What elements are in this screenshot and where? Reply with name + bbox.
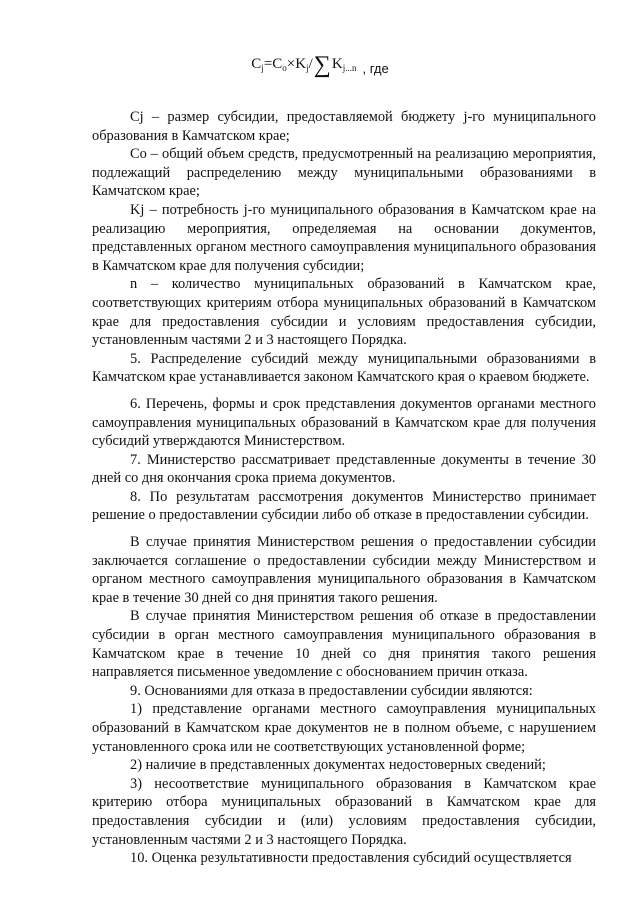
paragraph: 5. Распределение субсидий между муниципальными образованиями в Камчатском крае устанавливается законом Камчатского края о краевом бюджете.: [92, 350, 596, 386]
paragraph: В случае принятия Министерством решения о предоставлении субсидии заключается соглашение о предоставлении субсидии между Министерством и органом местного самоуправления муниципального образования в Камчатском крае в течение 30 дней со дня принятия такого решения.: [92, 534, 596, 606]
paragraph: 8. По результатам рассмотрения документов Министерство принимает решение о предоставлении субсидии либо об отказе в предоставлении субсидии.: [92, 488, 596, 524]
paragraph: 1) представление органами местного самоуправления муниципальных образований в Камчатском крае документов не в полном объеме, с нарушением установленного срока или не соответствующих установленной форме;: [92, 701, 596, 755]
formula-lhs: C: [251, 56, 262, 72]
formula-k-sub: j: [306, 63, 309, 73]
paragraph: Co – общий объем средств, предусмотренный на реализацию мероприятия, подлежащий распределению между муниципальными образованиями в Камчатском крае;: [92, 146, 596, 200]
formula-times: ×: [286, 56, 296, 72]
paragraph: 2) наличие в представленных документах недостоверных сведений;: [130, 757, 546, 774]
formula-lhs-sub: j: [261, 63, 264, 73]
formula-k: K: [295, 56, 307, 72]
paragraph: 7. Министерство рассматривает представленные документы в течение 30 дней со дня окончания срока приема документов.: [92, 451, 596, 487]
paragraph: 3) несоответствие муниципального образования в Камчатском крае критерию отбора муниципальных образований в Камчатском крае для предоставления субсидии и (или) условиям предоставления субсидии, установленным частями 2 и 3 настоящего Порядка.: [92, 775, 596, 848]
formula-c0-sub: o: [282, 63, 287, 73]
formula-k2: K: [331, 56, 343, 72]
paragraph: 6. Перечень, формы и срок представления документов органами местного самоуправления муниципальных образований в Камчатском крае для получения субсидий утверждаются Министерством.: [92, 395, 596, 450]
formula-slash: /: [308, 56, 313, 72]
paragraph: В случае принятия Министерством решения об отказе в предоставлении субсидии в орган местного самоуправления муниципального образования в Камчатском крае в течение 10 дней со дня принятия такого решения направляется письменное уведомление с обоснованием причин отказа.: [92, 608, 596, 681]
formula-suffix: , где: [362, 61, 389, 76]
formula-sum-sign: ∑: [313, 52, 331, 78]
paragraph: 10. Оценка результативности предоставления субсидий осуществляется: [130, 850, 572, 867]
subsidy-formula: [0, 52, 640, 76]
paragraph: Kj – потребность j-го муниципального образования в Камчатском крае на реализацию мероприятия, определяемая на основании документов, представленных органом местного самоуправления муниципального образования в Камчатском крае для получения субсидии;: [92, 201, 596, 274]
paragraph: n – количество муниципальных образований в Камчатском крае, соответствующих критериям отбора муниципальных образований в Камчатском крае для предоставления субсидии и условиям предоставления субсидии, установленным частями 2 и 3 настоящего Порядка.: [92, 276, 596, 349]
paragraph: Cj – размер субсидии, предоставляемой бюджету j-го муниципального образования в Камчатском крае;: [92, 109, 596, 144]
formula-equals: =: [263, 56, 273, 72]
paragraph: 9. Основаниями для отказа в предоставлении субсидии являются:: [130, 682, 533, 699]
formula-k2-sub: j...n: [342, 63, 357, 73]
document-body: [92, 108, 596, 868]
formula-c0: C: [272, 56, 283, 72]
